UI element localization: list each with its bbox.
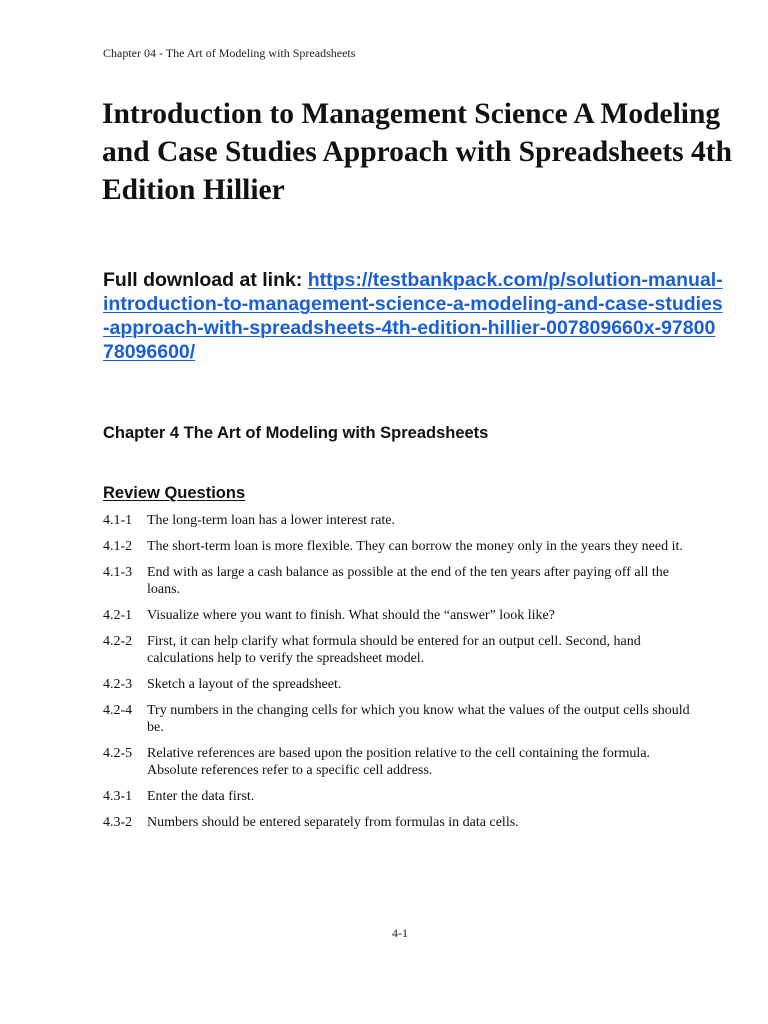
- question-number: 4.3-1: [103, 789, 133, 804]
- question-number: 4.2-5: [103, 746, 133, 761]
- question-number: 4.2-3: [103, 677, 133, 692]
- question-number: 4.1-1: [103, 513, 133, 528]
- review-questions-heading: Review Questions: [103, 484, 246, 502]
- question-item: [103, 676, 693, 693]
- question-answer: Numbers should be entered separately from formulas in data cells.: [147, 815, 519, 830]
- question-number: 4.2-4: [103, 703, 133, 718]
- question-number: 4.1-2: [103, 539, 133, 554]
- question-answer: Sketch a layout of the spreadsheet.: [147, 677, 342, 692]
- question-item: [103, 607, 693, 624]
- question-answer: Try numbers in the changing cells for which you know what the values of the output cells should be.: [147, 703, 690, 735]
- question-answer: Enter the data first.: [147, 789, 255, 804]
- question-item: [103, 633, 693, 667]
- question-number: 4.2-2: [103, 634, 133, 649]
- question-item: [103, 538, 693, 555]
- page-number: 4-1: [392, 926, 408, 940]
- question-answer: First, it can help clarify what formula should be entered for an output cell. Second, hand calculations help to verify the spreadsheet model.: [147, 634, 641, 666]
- question-item: [103, 564, 693, 598]
- question-answer: The short-term loan is more flexible. They can borrow the money only in the years they need it.: [147, 539, 683, 554]
- download-label: Full download at link:: [103, 269, 308, 291]
- question-item: [103, 512, 693, 529]
- question-number: 4.2-1: [103, 608, 133, 623]
- question-item: [103, 814, 693, 831]
- review-questions-list: [103, 512, 693, 840]
- question-answer: Relative references are based upon the position relative to the cell containing the formula. Absolute references refer to a specific cell address.: [147, 746, 651, 778]
- question-answer: Visualize where you want to finish. What should the “answer” look like?: [147, 608, 555, 623]
- question-answer: The long-term loan has a lower interest rate.: [147, 513, 396, 528]
- question-number: 4.3-2: [103, 815, 133, 830]
- question-item: [103, 702, 693, 736]
- question-answer: End with as large a cash balance as possible at the end of the ten years after paying off all the loans.: [147, 565, 669, 597]
- download-link[interactable]: https://testbankpack.com/p/solution-manual-introduction-to-management-science-a-modeling-and-case-studies-approach-with-spreadsheets-4th-edition-hillier-007809660x-9780078096600/: [103, 269, 723, 363]
- download-line: [103, 268, 723, 364]
- question-item: [103, 745, 693, 779]
- document-title: Introduction to Management Science A Modeling and Case Studies Approach with Spreadsheets 4th Edition Hillier: [102, 98, 733, 206]
- question-number: 4.1-3: [103, 565, 133, 580]
- running-header: Chapter 04 - The Art of Modeling with Spreadsheets: [103, 46, 356, 60]
- chapter-heading: Chapter 4 The Art of Modeling with Spreadsheets: [103, 424, 489, 442]
- question-item: [103, 788, 693, 805]
